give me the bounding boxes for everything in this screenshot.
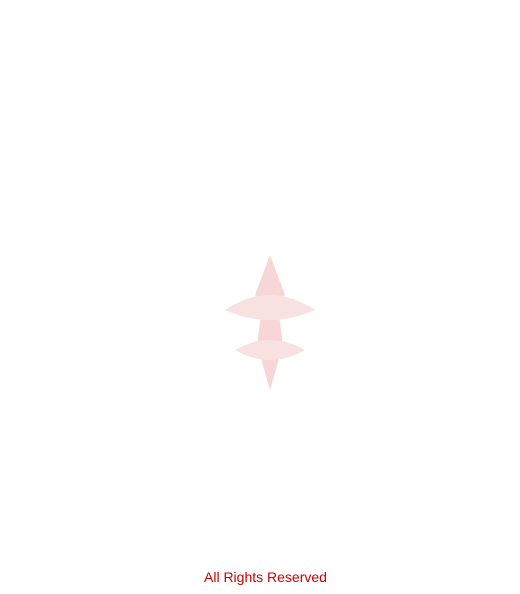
body-line bbox=[8, 265, 512, 290]
body-line bbox=[8, 441, 512, 466]
body-line bbox=[8, 391, 512, 416]
body-line bbox=[8, 365, 512, 390]
copyright-urdu bbox=[350, 566, 500, 588]
footer bbox=[0, 566, 520, 588]
body-line bbox=[8, 189, 512, 214]
body-line bbox=[8, 416, 512, 441]
body-line bbox=[8, 517, 512, 542]
body-line bbox=[8, 290, 512, 315]
article-body bbox=[8, 38, 512, 543]
body-line bbox=[8, 63, 512, 88]
body-line bbox=[8, 114, 512, 139]
body-line bbox=[8, 315, 512, 340]
body-line bbox=[8, 139, 512, 164]
body-line bbox=[8, 38, 512, 63]
body-line bbox=[8, 491, 512, 516]
body-line bbox=[8, 214, 512, 239]
body-line bbox=[8, 340, 512, 365]
all-rights-reserved: All Rights Reserved bbox=[204, 569, 327, 585]
body-line bbox=[8, 164, 512, 189]
body-line bbox=[8, 88, 512, 113]
body-line bbox=[8, 240, 512, 265]
body-line bbox=[8, 466, 512, 491]
article-title bbox=[0, 6, 520, 34]
